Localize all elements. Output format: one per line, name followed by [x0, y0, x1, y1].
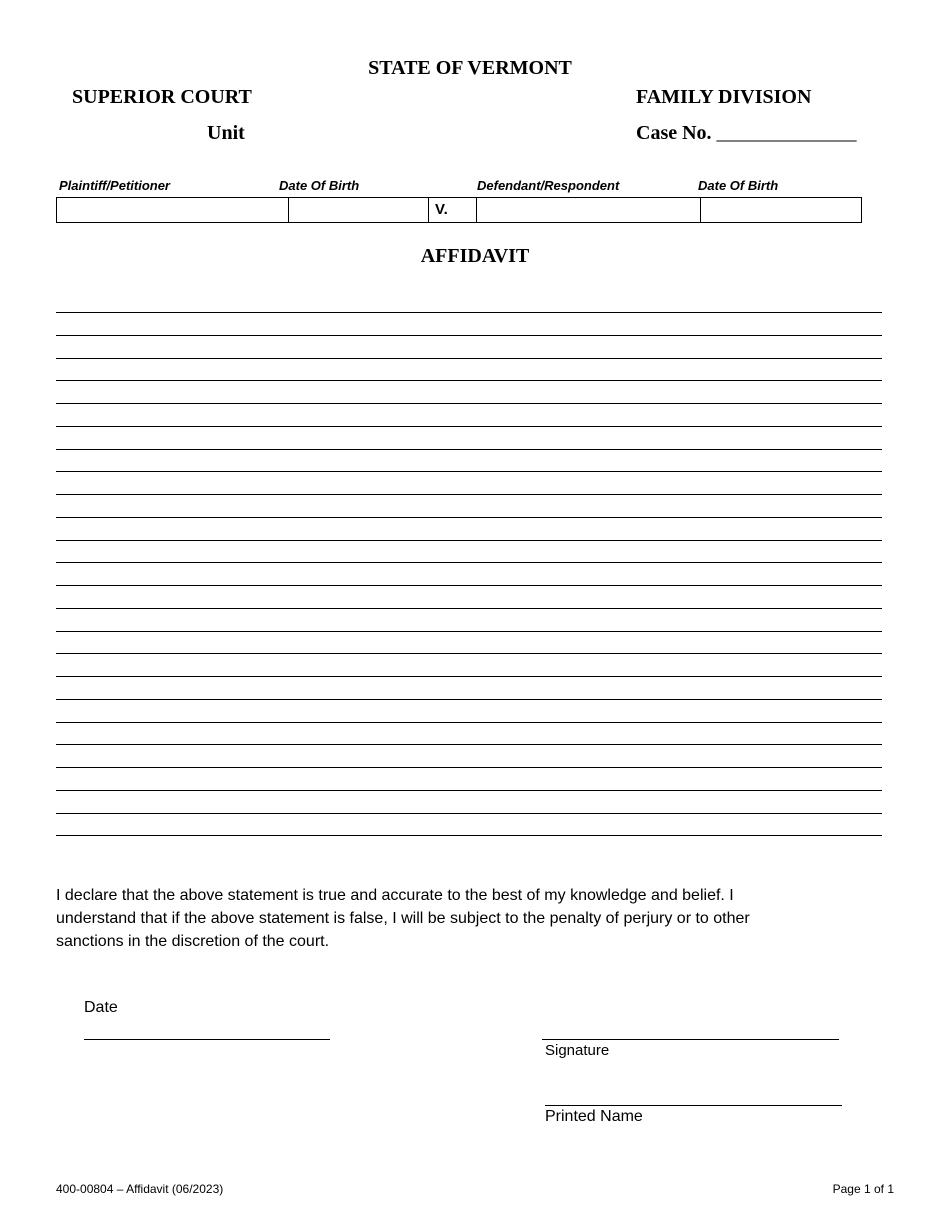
statement-line[interactable] — [56, 540, 882, 541]
statement-line[interactable] — [56, 835, 882, 836]
statement-line[interactable] — [56, 676, 882, 677]
plaintiff-label: Plaintiff/Petitioner — [59, 178, 170, 193]
statement-line[interactable] — [56, 585, 882, 586]
statement-line[interactable] — [56, 608, 882, 609]
affidavit-title: AFFIDAVIT — [420, 245, 530, 267]
statement-lines[interactable] — [56, 312, 882, 842]
statement-line[interactable] — [56, 631, 882, 632]
statement-line[interactable] — [56, 312, 882, 313]
signature-line[interactable] — [542, 1039, 839, 1040]
statement-line[interactable] — [56, 767, 882, 768]
statement-line[interactable] — [56, 380, 882, 381]
party-table — [56, 197, 862, 223]
plaintiff-dob-label: Date Of Birth — [279, 178, 360, 193]
date-label: Date — [84, 999, 118, 1016]
statement-line[interactable] — [56, 699, 882, 700]
statement-line[interactable] — [56, 517, 882, 518]
case-number-label: Case No. — [636, 122, 712, 144]
versus-label: V. — [435, 201, 448, 218]
unit-label: Unit — [207, 122, 245, 144]
case-number-field[interactable] — [636, 122, 857, 145]
statement-line[interactable] — [56, 471, 882, 472]
form-number: 400-00804 – Affidavit (06/2023) — [56, 1182, 224, 1196]
printed-name-line[interactable] — [545, 1105, 842, 1106]
statement-line[interactable] — [56, 494, 882, 495]
statement-line[interactable] — [56, 426, 882, 427]
plaintiff-name-field[interactable] — [57, 198, 289, 222]
defendant-dob-field[interactable] — [701, 198, 861, 222]
defendant-dob-label: Date Of Birth — [698, 178, 779, 193]
declaration-line: sanctions in the discretion of the court. — [56, 933, 330, 950]
statement-line[interactable] — [56, 653, 882, 654]
page-number: Page 1 of 1 — [832, 1182, 894, 1196]
declaration-line: I declare that the above statement is true and accurate to the best of my knowledge and belief. I — [56, 887, 734, 904]
declaration-text — [56, 884, 856, 953]
case-number-blank[interactable]: ______________ — [716, 122, 857, 144]
state-title: STATE OF VERMONT — [368, 57, 572, 79]
court-name: SUPERIOR COURT — [72, 86, 252, 108]
statement-line[interactable] — [56, 335, 882, 336]
statement-line[interactable] — [56, 449, 882, 450]
declaration-line: understand that if the above statement is false, I will be subject to the penalty of perjury or to other — [56, 910, 750, 927]
signature-label: Signature — [545, 1042, 610, 1059]
statement-line[interactable] — [56, 562, 882, 563]
defendant-name-field[interactable] — [477, 198, 701, 222]
statement-line[interactable] — [56, 358, 882, 359]
printed-name-label: Printed Name — [545, 1108, 643, 1125]
statement-line[interactable] — [56, 722, 882, 723]
division-name: FAMILY DIVISION — [636, 86, 812, 108]
statement-line[interactable] — [56, 813, 882, 814]
defendant-label: Defendant/Respondent — [477, 178, 620, 193]
statement-line[interactable] — [56, 744, 882, 745]
plaintiff-dob-field[interactable] — [289, 198, 429, 222]
statement-line[interactable] — [56, 403, 882, 404]
date-line[interactable] — [84, 1039, 330, 1040]
statement-line[interactable] — [56, 790, 882, 791]
